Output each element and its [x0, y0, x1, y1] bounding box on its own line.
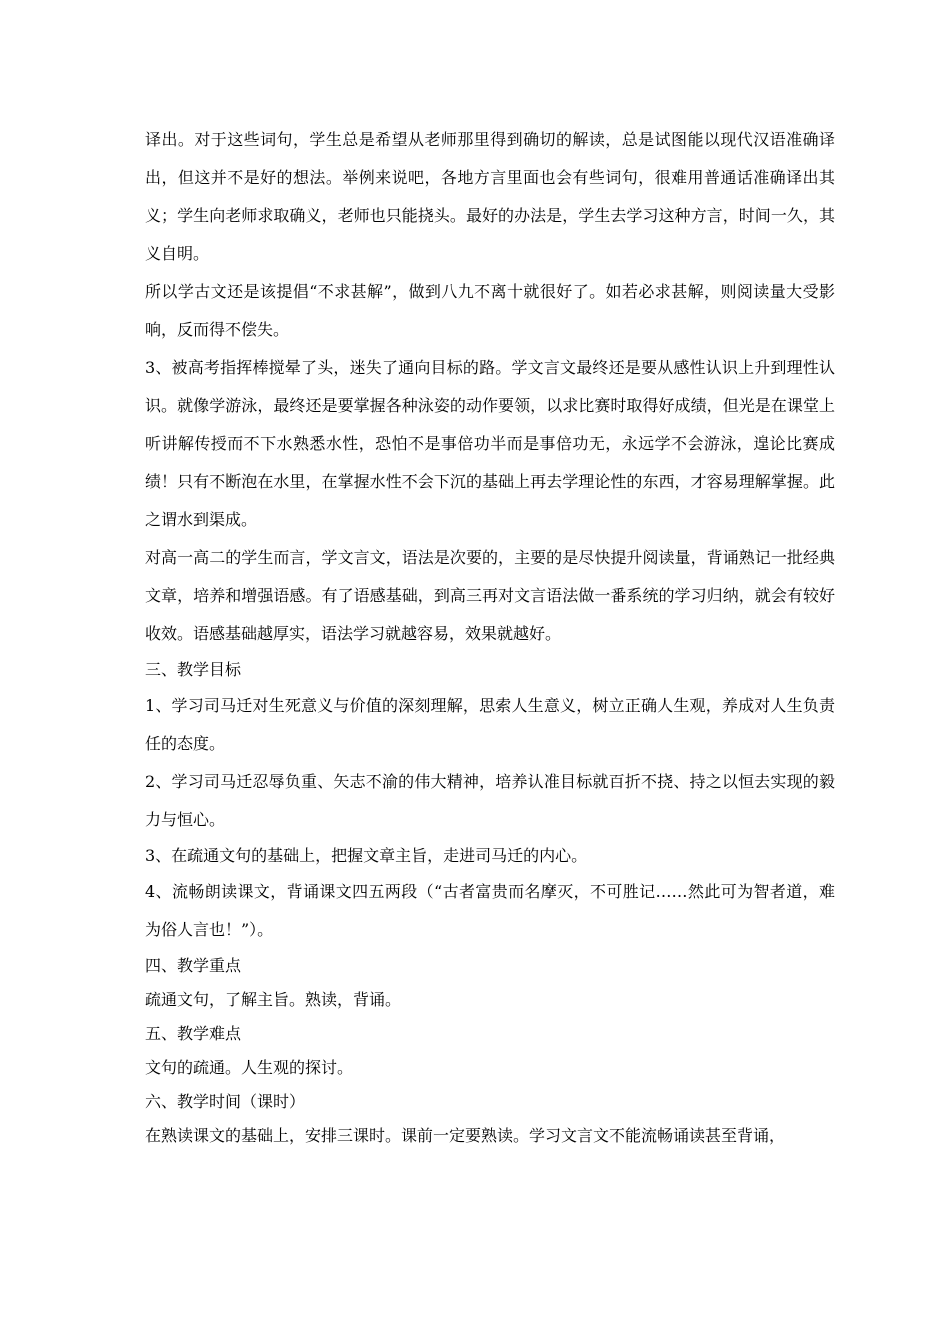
- heading-teaching-focus: 四、教学重点: [145, 956, 242, 975]
- paragraph-translation-note: 译出。对于这些词句，学生总是希望从老师那里得到确切的解读，总是试图能以现代汉语准确译出，但这并不是好的想法。举例来说吧，各地方言里面也会有些词句，很难用普通话准确译出其义；学生向老师求取确义，老师也只能挠头。最好的办法是，学生去学习这种方言，时间一久，其义自明。: [145, 130, 835, 263]
- goal-item-2: 2、学习司马迁忍辱负重、矢志不渝的伟大精神，培养认准目标就百折不挠、持之以恒去实现的毅力与恒心。: [145, 772, 835, 829]
- goal-item-1: 1、学习司马迁对生死意义与价值的深刻理解，思索人生意义，树立正确人生观，养成对人生负责任的态度。: [145, 696, 835, 753]
- paragraph-bu-qiu-shen-jie: 所以学古文还是该提倡“不求甚解”，做到八九不离十就很好了。如若必求甚解，则阅读量大受影响，反而得不偿失。: [145, 282, 835, 339]
- heading-teaching-difficulty: 五、教学难点: [145, 1024, 242, 1043]
- heading-teaching-time: 六、教学时间（课时）: [145, 1092, 306, 1111]
- goal-item-4: 4、流畅朗读课文，背诵课文四五两段（“古者富贵而名摩灭，不可胜记……然此可为智者道，难为俗人言也！”）。: [145, 882, 835, 939]
- paragraph-grammar-secondary: 对高一高二的学生而言，学文言文，语法是次要的，主要的是尽快提升阅读量，背诵熟记一批经典文章，培养和增强语感。有了语感基础，到高三再对文言语法做一番系统的学习归纳，就会有较好收效。语感基础越厚实，语法学习就越容易，效果就越好。: [145, 548, 835, 643]
- paragraph-point-3: 3、被高考指挥棒搅晕了头，迷失了通向目标的路。学文言文最终还是要从感性认识上升到理性认识。就像学游泳，最终还是要掌握各种泳姿的动作要领，以求比赛时取得好成绩，但光是在课堂上听讲解传授而不下水熟悉水性，恐怕不是事倍功半而是事倍功无，永远学不会游泳，遑论比赛成绩！只有不断泡在水里，在掌握水性不会下沉的基础上再去学理论性的东西，才容易理解掌握。此之谓水到渠成。: [145, 358, 835, 529]
- heading-teaching-goals: 三、教学目标: [145, 660, 242, 679]
- teaching-difficulty-text: 文句的疏通。人生观的探讨。: [145, 1058, 354, 1077]
- document-page: [145, 121, 835, 1153]
- teaching-focus-text: 疏通文句，了解主旨。熟读，背诵。: [145, 990, 402, 1009]
- goal-item-3: 3、在疏通文句的基础上，把握文章主旨，走进司马迁的内心。: [145, 846, 588, 865]
- teaching-time-text: 在熟读课文的基础上，安排三课时。课前一定要熟读。学习文言文不能流畅诵读甚至背诵，: [145, 1126, 786, 1145]
